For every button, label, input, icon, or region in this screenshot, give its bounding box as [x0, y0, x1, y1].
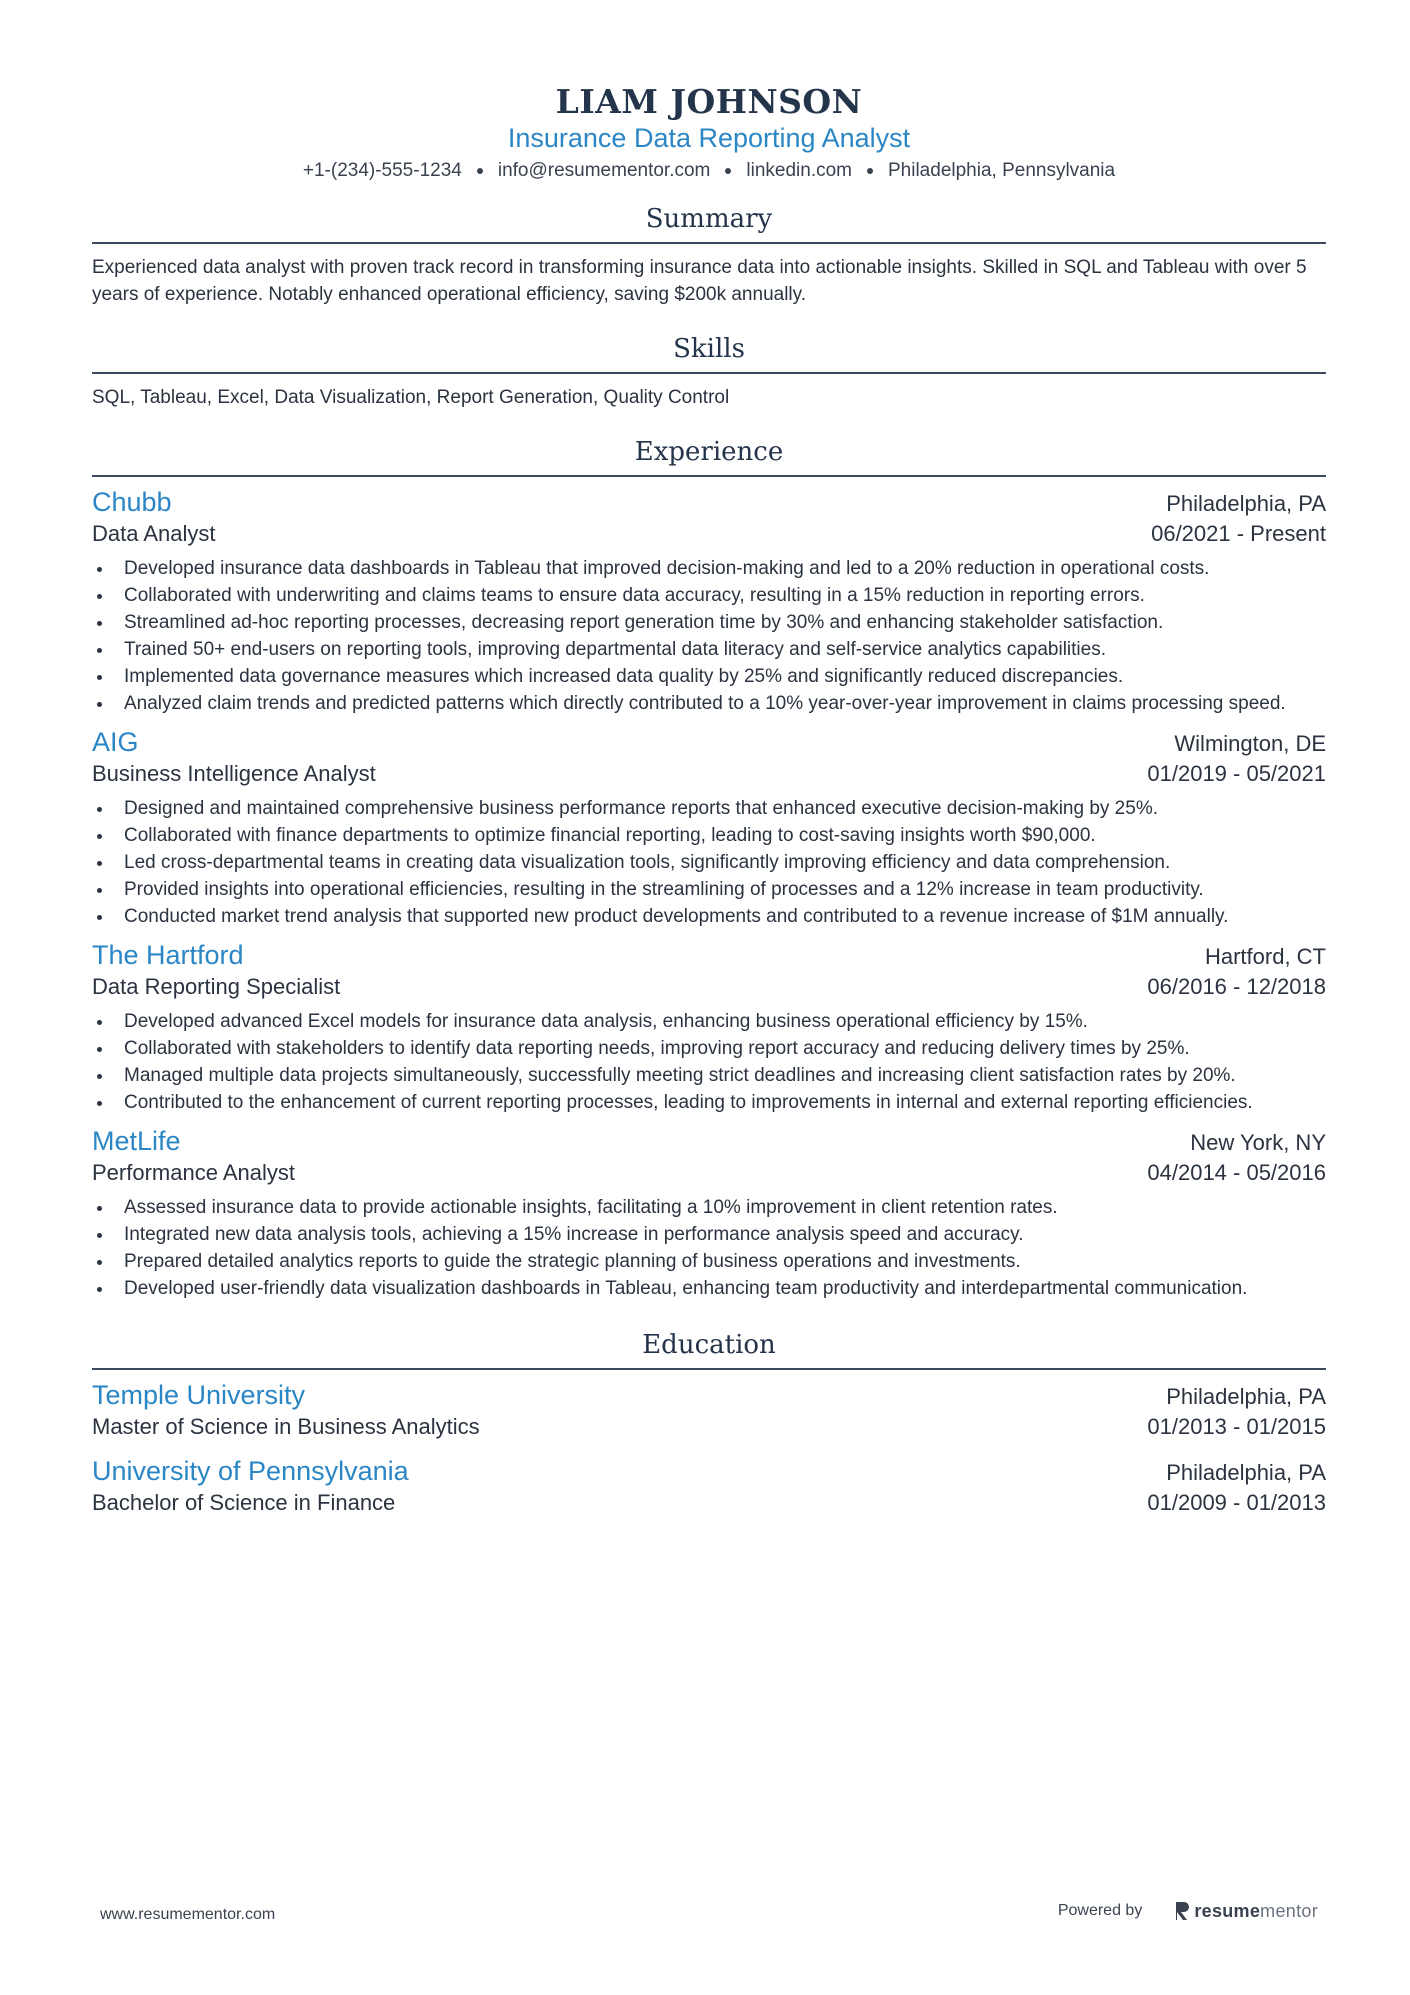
- experience-section: [92, 435, 1326, 1302]
- resume-header: [92, 82, 1326, 184]
- company-name: AIG: [92, 727, 139, 757]
- job-role: Data Analyst: [92, 521, 216, 546]
- job-role-row: [92, 972, 1326, 1002]
- company-name: The Hartford: [92, 940, 244, 970]
- school-location: Philadelphia, PA: [1166, 1460, 1326, 1485]
- bullet-item: Analyzed claim trends and predicted patterns which directly contributed to a 10% year-over-year improvement in claims processing speed.: [92, 690, 1326, 717]
- education-dates: 01/2013 - 01/2015: [1147, 1414, 1326, 1439]
- job-entry: [92, 1124, 1326, 1302]
- school-name: University of Pennsylvania: [92, 1456, 409, 1486]
- job-location: Hartford, CT: [1204, 944, 1326, 969]
- bullet-item: Prepared detailed analytics reports to guide the strategic planning of business operations and investments.: [92, 1248, 1326, 1275]
- job-location: Wilmington, DE: [1174, 731, 1326, 756]
- job-role-row: [92, 759, 1326, 789]
- job-role-row: [92, 519, 1326, 549]
- bullet-separator-icon: [477, 168, 483, 174]
- skills-text: SQL, Tableau, Excel, Data Visualization, Report Generation, Quality Control: [92, 387, 730, 408]
- candidate-name: LIAM JOHNSON: [555, 82, 863, 121]
- bullet-item: Developed insurance data dashboards in Tableau that improved decision-making and led to a 20% reduction in operational costs.: [92, 555, 1326, 582]
- section-heading-experience: Experience: [92, 435, 1326, 477]
- job-role-row: [92, 1158, 1326, 1188]
- education-degree-row: [92, 1412, 1326, 1442]
- job-title: Insurance Data Reporting Analyst: [507, 123, 911, 153]
- bullet-item: Implemented data governance measures which increased data quality by 25% and significantly reduced discrepancies.: [92, 663, 1326, 690]
- bullet-item: Collaborated with underwriting and claims teams to ensure data accuracy, resulting in a 15% reduction in reporting errors.: [92, 582, 1326, 609]
- resumementor-logo[interactable]: [1174, 1900, 1318, 1922]
- job-dates: 06/2016 - 12/2018: [1147, 974, 1326, 999]
- bullet-item: Assessed insurance data to provide actionable insights, facilitating a 10% improvement in client retention rates.: [92, 1194, 1326, 1221]
- bullet-separator-icon: [867, 168, 873, 174]
- contact-phone: +1-(234)-555-1234: [302, 160, 462, 181]
- job-role: Performance Analyst: [92, 1160, 295, 1185]
- job-bullets: [92, 1194, 1326, 1302]
- bullet-item: Integrated new data analysis tools, achieving a 15% increase in performance analysis speed and accuracy.: [92, 1221, 1326, 1248]
- bullet-item: Contributed to the enhancement of current reporting processes, leading to improvements in internal and external reporting efficiencies.: [92, 1089, 1326, 1116]
- job-dates: 04/2014 - 05/2016: [1147, 1160, 1326, 1185]
- contact-email: info@resumementor.com: [497, 160, 711, 181]
- bullet-item: Conducted market trend analysis that supported new product developments and contributed to a revenue increase of $1M annually.: [92, 903, 1326, 930]
- footer-branding: [1058, 1900, 1318, 1922]
- education-header-row: [92, 1454, 1326, 1488]
- job-dates: 01/2019 - 05/2021: [1147, 761, 1326, 786]
- bullet-item: Provided insights into operational efficiencies, resulting in the streamlining of processes and a 12% increase in team productivity.: [92, 876, 1326, 903]
- bullet-item: Managed multiple data projects simultaneously, successfully meeting strict deadlines and increasing client satisfaction rates by 20%.: [92, 1062, 1326, 1089]
- education-section: [92, 1328, 1326, 1518]
- brand-name-bold: resume: [1194, 1900, 1261, 1921]
- bullet-separator-icon: [725, 168, 731, 174]
- job-entry: [92, 938, 1326, 1116]
- contact-location: Philadelphia, Pennsylvania: [888, 160, 1116, 181]
- bullet-item: Collaborated with finance departments to optimize financial reporting, leading to cost-saving insights worth $90,000.: [92, 822, 1326, 849]
- summary-text: Experienced data analyst with proven track record in transforming insurance data into actionable insights. Skilled in SQL and Tableau with over 5 years of experience. Notably enhanced operational efficiency, saving $200k annually.: [92, 257, 1307, 305]
- degree: Master of Science in Business Analytics: [92, 1414, 480, 1439]
- job-location: Philadelphia, PA: [1166, 491, 1326, 516]
- job-role: Business Intelligence Analyst: [92, 761, 376, 786]
- footer-website-link[interactable]: www.resumementor.com: [100, 1906, 276, 1923]
- job-dates: 06/2021 - Present: [1151, 521, 1326, 546]
- education-degree-row: [92, 1488, 1326, 1518]
- bullet-item: Developed advanced Excel models for insurance data analysis, enhancing business operational efficiency by 15%.: [92, 1008, 1326, 1035]
- bullet-item: Collaborated with stakeholders to identify data reporting needs, improving report accuracy and reducing delivery times by 25%.: [92, 1035, 1326, 1062]
- job-bullets: [92, 555, 1326, 717]
- section-heading-skills: Skills: [92, 332, 1326, 374]
- contact-line: [92, 158, 1326, 184]
- job-bullets: [92, 1008, 1326, 1116]
- section-heading-summary: Summary: [92, 202, 1326, 244]
- section-heading-education: Education: [92, 1328, 1326, 1370]
- education-entry: [92, 1378, 1326, 1442]
- education-dates: 01/2009 - 01/2013: [1147, 1490, 1326, 1515]
- brand-name-light: mentor: [1260, 1900, 1318, 1921]
- bullet-item: Designed and maintained comprehensive business performance reports that enhanced executive decision-making by 25%.: [92, 795, 1326, 822]
- bullet-item: Developed user-friendly data visualization dashboards in Tableau, enhancing team productivity and interdepartmental communication.: [92, 1275, 1326, 1302]
- job-entry: [92, 725, 1326, 930]
- job-header-row: [92, 938, 1326, 972]
- skills-section: [92, 332, 1326, 411]
- degree: Bachelor of Science in Finance: [92, 1490, 396, 1515]
- job-entry: [92, 485, 1326, 717]
- school-name: Temple University: [92, 1380, 306, 1410]
- job-header-row: [92, 725, 1326, 759]
- brand-name: [1194, 1901, 1318, 1922]
- education-header-row: [92, 1378, 1326, 1412]
- resume-page: [92, 82, 1326, 1518]
- job-role: Data Reporting Specialist: [92, 974, 341, 999]
- summary-section: [92, 202, 1326, 308]
- job-header-row: [92, 1124, 1326, 1158]
- bullet-item: Trained 50+ end-users on reporting tools, improving departmental data literacy and self-service analytics capabilities.: [92, 636, 1326, 663]
- job-header-row: [92, 485, 1326, 519]
- school-location: Philadelphia, PA: [1166, 1384, 1326, 1409]
- company-name: MetLife: [92, 1126, 181, 1156]
- resumementor-logo-icon: [1174, 1900, 1190, 1922]
- bullet-item: Streamlined ad-hoc reporting processes, decreasing report generation time by 30% and enhancing stakeholder satisfaction.: [92, 609, 1326, 636]
- bullet-item: Led cross-departmental teams in creating data visualization tools, significantly improving efficiency and data comprehension.: [92, 849, 1326, 876]
- company-name: Chubb: [92, 487, 172, 517]
- powered-by-label: Powered by: [1057, 1902, 1143, 1919]
- contact-linkedin: linkedin.com: [746, 160, 852, 181]
- education-entry: [92, 1454, 1326, 1518]
- job-location: New York, NY: [1190, 1130, 1326, 1155]
- job-bullets: [92, 795, 1326, 930]
